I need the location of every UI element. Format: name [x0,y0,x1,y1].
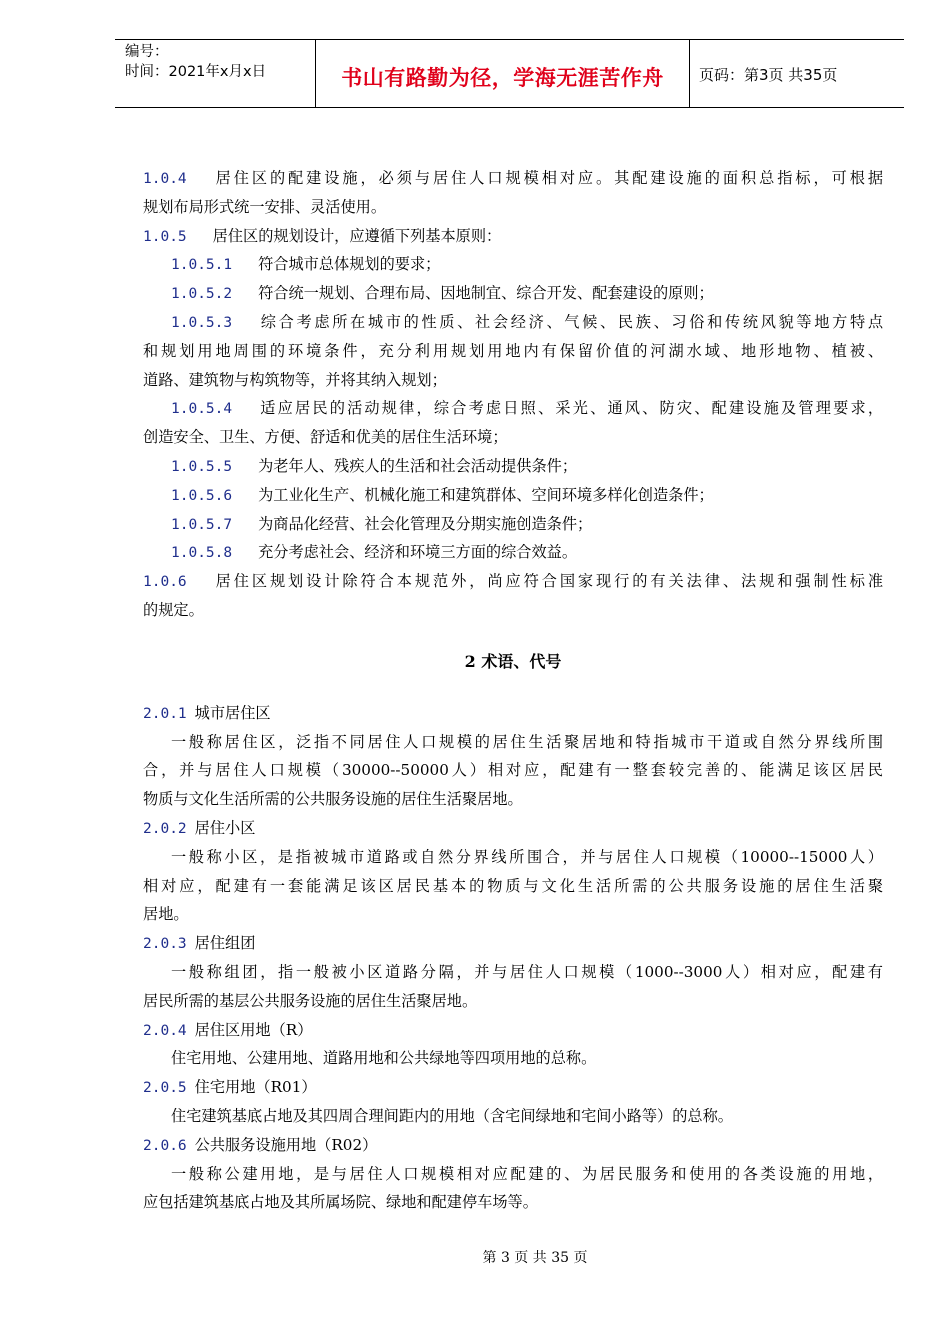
term-body-line: 物质与文化生活所需的公共服务设施的居住生活聚居地。 [143,790,523,809]
term-body-line: 合，并与居住人口规模（30000--50000人）相对应，配建有一整套较完善的、能满足该区居民 [143,761,883,780]
clause-line: 1.0.5.7 为商品化经营、社会化管理及分期实施创造条件； [171,514,593,533]
header-table [115,39,904,108]
term-heading: 2.0.1 城市居住区 [143,703,271,722]
serial-label: 编号： [125,44,169,60]
term-body-line: 一般称组团，指一般被小区道路分隔，并与居住人口规模（1000--3000人）相对应，配建有 [171,962,883,981]
time-label: 时间：2021年x月x日 [125,64,267,80]
clause-line: 1.0.5.5 为老年人、残疾人的生活和社会活动提供条件； [171,456,578,475]
clause-line: 1.0.5.1 符合城市总体规划的要求； [171,255,441,274]
motto: 书山有路勤为径，学海无涯苦作舟 [341,66,664,90]
clause-line: 1.0.5 居住区的规划设计，应遵循下列基本原则： [143,226,502,245]
clause-line: 创造安全、卫生、方便、舒适和优美的居住生活环境； [143,428,508,447]
term-body-line: 一般称居住区，泛指不同居住人口规模的居住生活聚居地和特指城市干道或自然分界线所围 [171,732,883,751]
section-title: 2 术语、代号 [464,651,562,671]
term-heading: 2.0.4 居住区用地（R） [143,1020,313,1039]
page-footer: 第 3 页 共 35 页 [482,1250,588,1266]
document-body [143,164,883,1217]
clause-line: 和规划用地周围的环境条件，充分利用规划用地内有保留价值的河湖水域、地形地物、植被、 [143,341,883,360]
clause-line: 1.0.5.2 符合统一规划、合理布局、因地制宜、综合开发、配套建设的原则； [171,284,714,303]
term-body-line: 住宅建筑基底占地及其四周合理间距内的用地（含宅间绿地和宅间小路等）的总称。 [171,1106,733,1125]
term-body-line: 住宅用地、公建用地、道路用地和公共绿地等四项用地的总称。 [171,1049,597,1068]
clause-line: 1.0.5.6 为工业化生产、机械化施工和建筑群体、空间环境多样化创造条件； [171,485,714,504]
header-info-cell [115,40,315,107]
clause-line: 1.0.5.4 适应居民的活动规律，综合考虑日照、采光、通风、防灾、配建设施及管理要求， [171,399,883,418]
clause-line: 的规定。 [143,600,204,619]
page-label: 页码：第3页 共35页 [699,66,838,84]
term-body-line: 一般称公建用地，是与居住人口规模相对应配建的、为居民服务和使用的各类设施的用地， [171,1164,883,1183]
term-heading: 2.0.3 居住组团 [143,934,256,953]
term-body-line: 相对应，配建有一套能满足该区居民基本的物质与文化生活所需的公共服务设施的居住生活聚 [143,876,883,895]
header-motto-cell [315,40,690,107]
term-body-line: 一般称小区，是指被城市道路或自然分界线所围合，并与居住人口规模（10000--15000人） [171,847,883,866]
clause-line: 道路、建筑物与构筑物等，并将其纳入规划； [143,370,447,389]
clause-line: 1.0.5.8 充分考虑社会、经济和环境三方面的综合效益。 [171,543,578,562]
term-heading: 2.0.6 公共服务设施用地（R02） [143,1135,378,1154]
term-heading: 2.0.2 居住小区 [143,818,256,837]
clause-line: 1.0.4 居住区的配建设施，必须与居住人口规模相对应。其配建设施的面积总指标，可根据 [143,169,883,187]
term-body-line: 居地。 [143,905,189,924]
clause-line: 1.0.6 居住区规划设计除符合本规范外，尚应符合国家现行的有关法律、法规和强制性标准 [143,572,883,591]
term-body-line: 应包括建筑基底占地及其所属场院、绿地和配建停车场等。 [143,1193,538,1212]
clause-line: 1.0.5.3 综合考虑所在城市的性质、社会经济、气候、民族、习俗和传统风貌等地方特点 [171,312,883,331]
header-page-cell [689,40,904,107]
term-body-line: 居民所需的基层公共服务设施的居住生活聚居地。 [143,991,478,1010]
term-heading: 2.0.5 住宅用地（R01） [143,1078,317,1097]
clause-line: 规划布局形式统一安排、灵活使用。 [143,197,386,216]
